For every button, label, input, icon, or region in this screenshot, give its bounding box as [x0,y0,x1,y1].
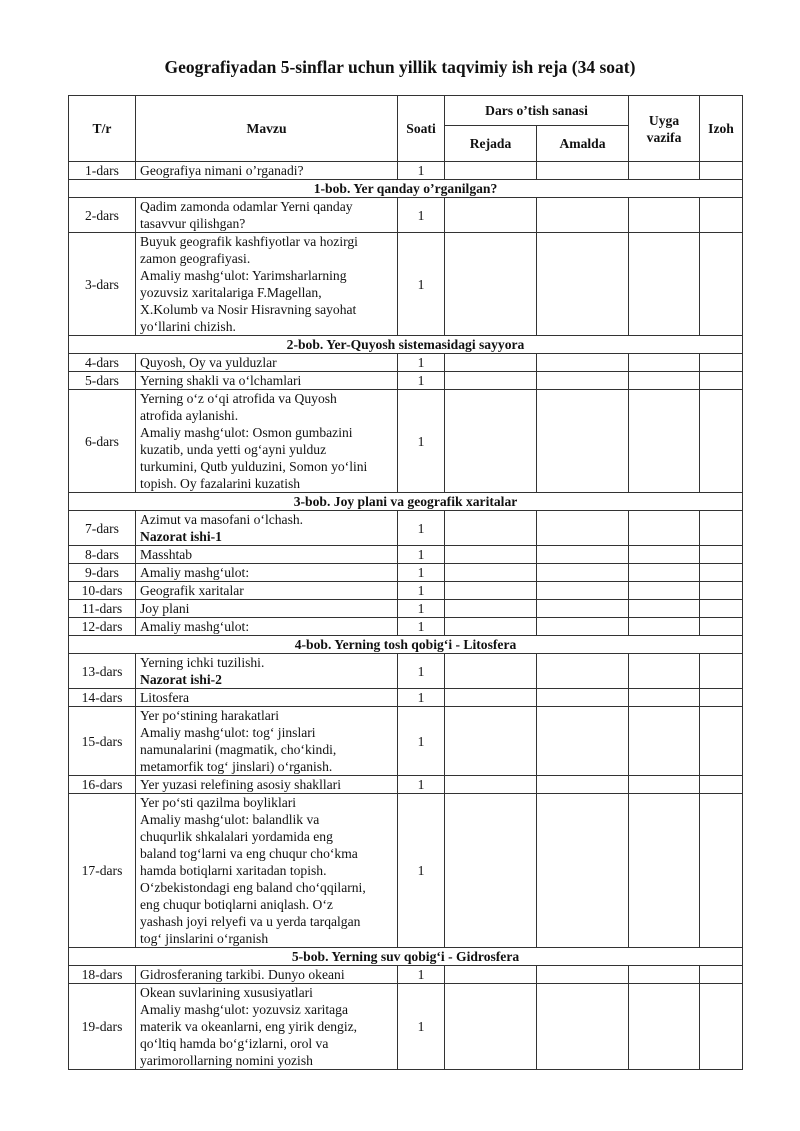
lesson-topic [136,564,398,582]
lesson-hours: 1 [398,372,445,390]
homework-cell [629,198,700,233]
note-cell [700,233,743,336]
chapter-row [69,493,743,511]
topic-line: Azimut va masofani o‘lchash. [140,512,304,527]
actual-date-cell [537,372,629,390]
lesson-number: 4-dars [69,354,136,372]
homework-cell [629,162,700,180]
homework-cell [629,233,700,336]
topic-line: Okean suvlarining xususiyatlari [140,985,313,1000]
lesson-hours: 1 [398,233,445,336]
header-homework: Uyga vazifa [629,96,700,162]
planned-date-cell [445,984,537,1070]
lesson-number: 10-dars [69,582,136,600]
note-cell [700,390,743,493]
topic-line: Yer yuzasi relefining asosiy shakllari [140,777,341,792]
lesson-number: 5-dars [69,372,136,390]
lesson-number: 1-dars [69,162,136,180]
topic-line: qo‘ltiq hamda bo‘g‘izlarni, orol va [140,1036,329,1051]
chapter-row [69,636,743,654]
topic-line: metamorfik tog‘ jinslari) o‘rganish. [140,759,333,774]
planned-date-cell [445,198,537,233]
table-row [69,162,743,180]
homework-cell [629,689,700,707]
lesson-topic [136,511,398,546]
planned-date-cell [445,654,537,689]
table-row [69,794,743,948]
planned-date-cell [445,618,537,636]
lesson-hours: 1 [398,198,445,233]
note-cell [700,776,743,794]
lesson-topic [136,198,398,233]
topic-line: Yer po‘sti qazilma boyliklari [140,795,297,810]
lesson-hours: 1 [398,582,445,600]
lesson-hours: 1 [398,390,445,493]
actual-date-cell [537,984,629,1070]
lesson-hours: 1 [398,654,445,689]
lesson-number: 2-dars [69,198,136,233]
lesson-hours: 1 [398,564,445,582]
topic-line: tog‘ jinslarini o‘rganish [140,931,269,946]
lesson-topic [136,546,398,564]
chapter-title: 4-bob. Yerning tosh qobig‘i - Litosfera [69,636,743,654]
topic-line: Yerning shakli va o‘lchamlari [140,373,302,388]
table-row [69,390,743,493]
header-num: T/r [69,96,136,162]
topic-line: yozuvsiz xaritalariga F.Magellan, [140,285,322,300]
topic-line: atrofida aylanishi. [140,408,239,423]
note-cell [700,582,743,600]
lesson-topic [136,618,398,636]
actual-date-cell [537,654,629,689]
lesson-number: 18-dars [69,966,136,984]
note-cell [700,546,743,564]
lesson-number: 8-dars [69,546,136,564]
homework-cell [629,390,700,493]
header-note: Izoh [700,96,743,162]
note-cell [700,707,743,776]
topic-line: turkumini, Qutb yulduzini, Somon yo‘lini [140,459,368,474]
topic-line: namunalarini (magmatik, cho‘kindi, [140,742,337,757]
actual-date-cell [537,354,629,372]
actual-date-cell [537,582,629,600]
homework-cell [629,354,700,372]
planned-date-cell [445,707,537,776]
topic-line: topish. Oy fazalarini kuzatish [140,476,301,491]
planned-date-cell [445,511,537,546]
table-row [69,546,743,564]
lesson-number: 3-dars [69,233,136,336]
lesson-number: 15-dars [69,707,136,776]
actual-date-cell [537,546,629,564]
actual-date-cell [537,776,629,794]
topic-line: Quyosh, Oy va yulduzlar [140,355,277,370]
topic-line: eng chuqur botiqlarni aniqlash. O‘z [140,897,333,912]
lesson-topic [136,776,398,794]
table-row [69,600,743,618]
topic-line: chuqurlik shkalalari yordamida eng [140,829,333,844]
topic-line: hamda botiqlarni xaritadan topish. [140,863,327,878]
lesson-number: 7-dars [69,511,136,546]
actual-date-cell [537,618,629,636]
lesson-topic [136,390,398,493]
lesson-number: 14-dars [69,689,136,707]
planned-date-cell [445,600,537,618]
lesson-topic [136,794,398,948]
control-work-label: Nazorat ishi-2 [140,672,222,687]
note-cell [700,654,743,689]
lesson-number: 19-dars [69,984,136,1070]
homework-cell [629,776,700,794]
lesson-hours: 1 [398,707,445,776]
table-row [69,372,743,390]
planned-date-cell [445,582,537,600]
note-cell [700,794,743,948]
homework-cell [629,564,700,582]
homework-cell [629,618,700,636]
actual-date-cell [537,162,629,180]
lesson-topic [136,372,398,390]
table-row [69,689,743,707]
lesson-topic [136,707,398,776]
lesson-hours: 1 [398,546,445,564]
note-cell [700,162,743,180]
topic-line: Geografik xaritalar [140,583,244,598]
lesson-number: 12-dars [69,618,136,636]
table-row [69,984,743,1070]
page-title: Geografiyadan 5-sinflar uchun yillik taqvimiy ish reja (34 soat) [164,57,636,77]
note-cell [700,564,743,582]
homework-cell [629,966,700,984]
actual-date-cell [537,689,629,707]
chapter-title: 3-bob. Joy plani va geografik xaritalar [69,493,743,511]
actual-date-cell [537,794,629,948]
planned-date-cell [445,372,537,390]
header-topic: Mavzu [136,96,398,162]
topic-line: Amaliy mashg‘ulot: yozuvsiz xaritaga [140,1002,349,1017]
homework-cell [629,984,700,1070]
topic-line: baland tog‘larni va eng chuqur cho‘kma [140,846,358,861]
table-row [69,966,743,984]
actual-date-cell [537,198,629,233]
chapter-row [69,336,743,354]
topic-line: Qadim zamonda odamlar Yerni qanday [140,199,353,214]
actual-date-cell [537,600,629,618]
topic-line: Buyuk geografik kashfiyotlar va hozirgi [140,234,358,249]
lesson-hours: 1 [398,794,445,948]
table-header [69,96,743,162]
note-cell [700,984,743,1070]
lesson-number: 6-dars [69,390,136,493]
lesson-topic [136,582,398,600]
lesson-topic [136,689,398,707]
chapter-row [69,948,743,966]
topic-line: O‘zbekistondagi eng baland cho‘qqilarni, [140,880,366,895]
topic-line: Yer po‘stining harakatlari [140,708,280,723]
lesson-topic [136,966,398,984]
topic-line: Yerning ichki tuzilishi. [140,655,265,670]
topic-line: Amaliy mashg‘ulot: tog‘ jinslari [140,725,316,740]
topic-line: Amaliy mashg‘ulot: [140,619,250,634]
homework-cell [629,511,700,546]
lesson-hours: 1 [398,966,445,984]
planned-date-cell [445,162,537,180]
lesson-number: 16-dars [69,776,136,794]
topic-line: yarimorollarning nomini yozish [140,1053,313,1068]
lesson-hours: 1 [398,600,445,618]
table-row [69,233,743,336]
topic-line: Gidrosferaning tarkibi. Dunyo okeani [140,967,345,982]
topic-line: X.Kolumb va Nosir Hisravning sayohat [140,302,357,317]
actual-date-cell [537,564,629,582]
lesson-hours: 1 [398,511,445,546]
lesson-topic [136,984,398,1070]
lesson-hours: 1 [398,162,445,180]
topic-line: yo‘llarini chizish. [140,319,236,334]
planned-date-cell [445,233,537,336]
lesson-hours: 1 [398,689,445,707]
topic-line: Amaliy mashg‘ulot: Yarimsharlarning [140,268,347,283]
lesson-topic [136,233,398,336]
planned-date-cell [445,564,537,582]
homework-cell [629,582,700,600]
table-row [69,776,743,794]
homework-cell [629,707,700,776]
header-hours: Soati [398,96,445,162]
topic-line: Masshtab [140,547,193,562]
control-work-label: Nazorat ishi-1 [140,529,222,544]
topic-line: Amaliy mashg‘ulot: Osmon gumbazini [140,425,353,440]
lesson-hours: 1 [398,618,445,636]
planned-date-cell [445,776,537,794]
note-cell [700,372,743,390]
actual-date-cell [537,233,629,336]
header-actual: Amalda [537,126,629,162]
note-cell [700,354,743,372]
homework-cell [629,794,700,948]
homework-cell [629,654,700,689]
topic-line: yashash joyi relyefi va u yerda tarqalgan [140,914,361,929]
table-row [69,198,743,233]
planned-date-cell [445,794,537,948]
planned-date-cell [445,354,537,372]
lesson-topic [136,354,398,372]
planned-date-cell [445,390,537,493]
table-row [69,354,743,372]
homework-cell [629,372,700,390]
table-body [69,162,743,1070]
header-planned: Rejada [445,126,537,162]
lesson-number: 13-dars [69,654,136,689]
topic-line: Joy plani [140,601,190,616]
note-cell [700,966,743,984]
topic-line: Yerning o‘z o‘qi atrofida va Quyosh [140,391,337,406]
note-cell [700,689,743,707]
chapter-title: 2-bob. Yer-Quyosh sistemasidagi sayyora [69,336,743,354]
table-row [69,654,743,689]
note-cell [700,618,743,636]
table-row [69,582,743,600]
topic-line: tasavvur qilishgan? [140,216,246,231]
table-row [69,511,743,546]
topic-line: zamon geografiyasi. [140,251,251,266]
actual-date-cell [537,707,629,776]
planned-date-cell [445,966,537,984]
topic-line: Amaliy mashg‘ulot: [140,565,250,580]
homework-cell [629,600,700,618]
chapter-row [69,180,743,198]
table-row [69,564,743,582]
lesson-hours: 1 [398,354,445,372]
lesson-hours: 1 [398,984,445,1070]
header-dates: Dars o’tish sanasi [445,96,629,126]
chapter-title: 1-bob. Yer qanday o’rganilgan? [69,180,743,198]
table-row [69,707,743,776]
table-row [69,618,743,636]
lesson-number: 17-dars [69,794,136,948]
planned-date-cell [445,546,537,564]
note-cell [700,511,743,546]
lesson-hours: 1 [398,776,445,794]
lesson-number: 11-dars [69,600,136,618]
homework-cell [629,546,700,564]
topic-line: Litosfera [140,690,190,705]
lesson-plan-table [68,95,743,1070]
topic-line: materik va okeanlarni, eng yirik dengiz, [140,1019,358,1034]
topic-line: kuzatib, unda yetti og‘ayni yulduz [140,442,327,457]
lesson-topic [136,162,398,180]
topic-line: Geografiya nimani o’rganadi? [140,163,304,178]
chapter-title: 5-bob. Yerning suv qobig‘i - Gidrosfera [69,948,743,966]
note-cell [700,600,743,618]
topic-line: Amaliy mashg‘ulot: balandlik va [140,812,320,827]
planned-date-cell [445,689,537,707]
actual-date-cell [537,390,629,493]
lesson-number: 9-dars [69,564,136,582]
lesson-topic [136,600,398,618]
actual-date-cell [537,966,629,984]
lesson-topic [136,654,398,689]
note-cell [700,198,743,233]
actual-date-cell [537,511,629,546]
